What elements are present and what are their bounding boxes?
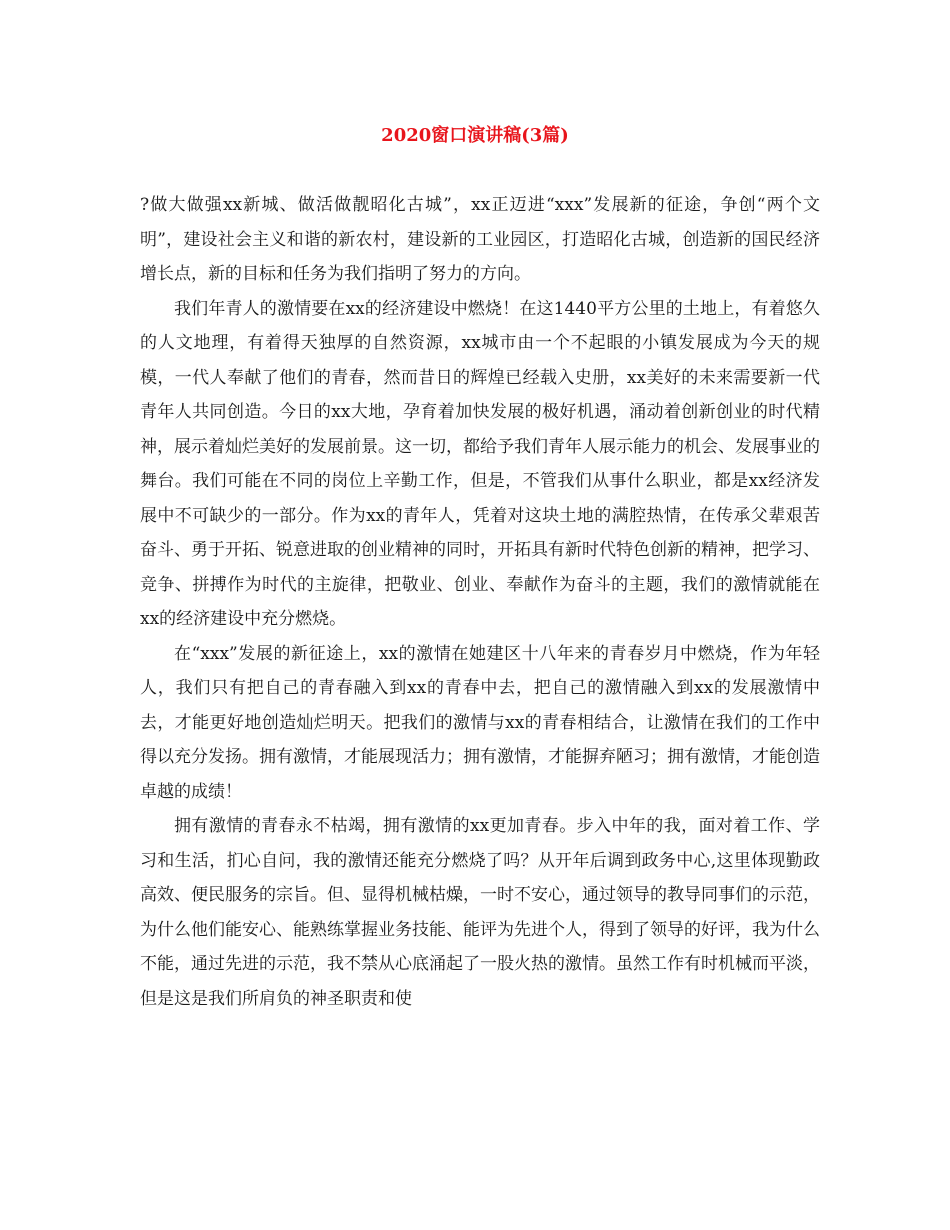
paragraph-1: ?做大做强xx新城、做活做靓昭化古城”，xx正迈进“xxx”发展新的征途，争创“两个文明”，建设社会主义和谐的新农村，建设新的工业园区，打造昭化古城，创造新的国民经济增长点，新的目标和任务为我们指明了努力的方向。 — [140, 195, 820, 284]
document-body — [140, 188, 820, 1016]
paragraph-2: 我们年青人的激情要在xx的经济建设中燃烧！在这1440平方公里的土地上，有着悠久的人文地理，有着得天独厚的自然资源，xx城市由一个不起眼的小镇发展成为今天的规模，一代人奉献了他们的青春，然而昔日的辉煌已经载入史册，xx美好的未来需要新一代青年人共同创造。今日的xx大地，孕育着加快发展的极好机遇，涌动着创新创业的时代精神，展示着灿烂美好的发展前景。这一切，都给予我们青年人展示能力的机会、发展事业的舞台。我们可能在不同的岗位上辛勤工作，但是，不管我们从事什么职业，都是xx经济发展中不可缺少的一部分。作为xx的青年人，凭着对这块土地的满腔热情，在传承父辈艰苦奋斗、勇于开拓、锐意进取的创业精神的同时，开拓具有新时代特色创新的精神，把学习、竞争、拼搏作为时代的主旋律，把敬业、创业、奉献作为奋斗的主题，我们的激情就能在xx的经济建设中充分燃烧。 — [140, 298, 820, 629]
paragraph-4: 拥有激情的青春永不枯竭，拥有激情的xx更加青春。步入中年的我，面对着工作、学习和生活，扪心自问，我的激情还能充分燃烧了吗？从开年后调到政务中心,这里体现勤政高效、便民服务的宗旨。但、显得机械枯燥，一时不安心，通过领导的教导同事们的示范，为什么他们能安心、能熟练掌握业务技能、能评为先进个人，得到了领导的好评，我为什么不能，通过先进的示范，我不禁从心底涌起了一股火热的激情。虽然工作有时机械而平淡，但是这是我们所肩负的神圣职责和使 — [140, 816, 820, 1009]
document-title: 2020窗口演讲稿(3篇) — [381, 125, 569, 146]
paragraph-3: 在“xxx”发展的新征途上，xx的激情在她建区十八年来的青春岁月中燃烧，作为年轻人，我们只有把自己的青春融入到xx的青春中去，把自己的激情融入到xx的发展激情中去，才能更好地创造灿烂明天。把我们的激情与xx的青春相结合，让激情在我们的工作中得以充分发扬。拥有激情，才能展现活力；拥有激情，才能摒弃陋习；拥有激情，才能创造卓越的成绩！ — [140, 643, 820, 802]
